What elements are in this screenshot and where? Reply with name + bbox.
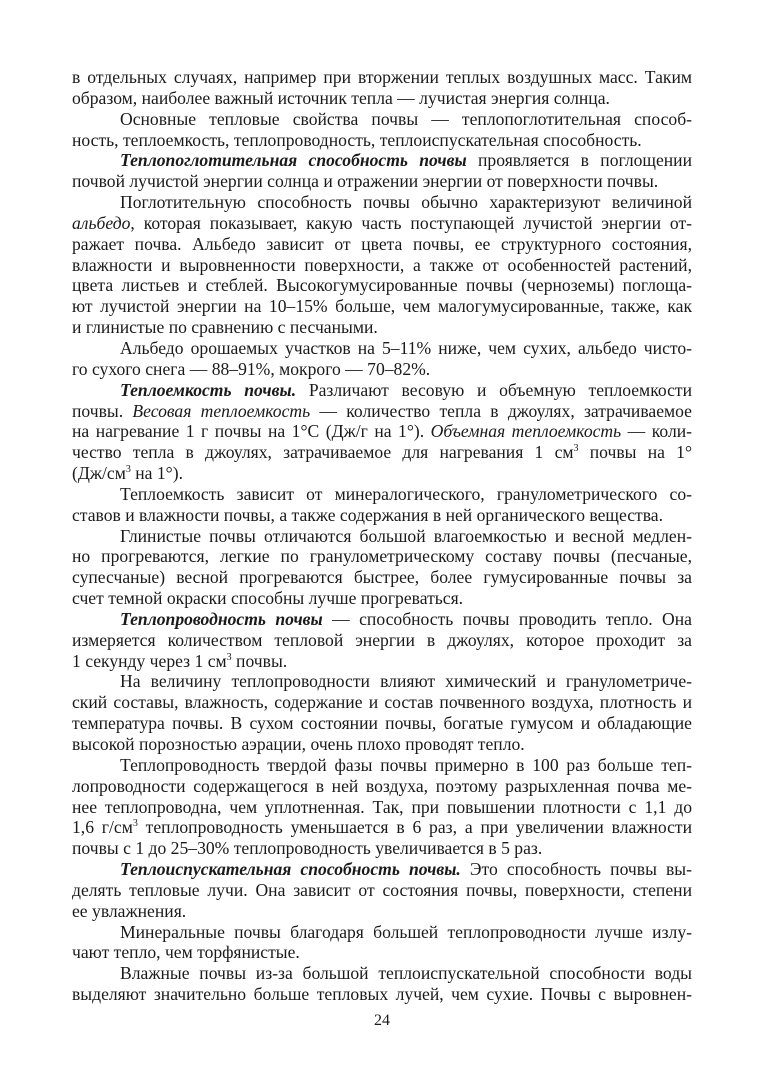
text-line bbox=[72, 234, 692, 255]
text-line bbox=[72, 838, 692, 859]
text-run: влажности и выровненности поверхности, а также от особенностей растений, bbox=[72, 254, 692, 275]
text-line bbox=[72, 213, 692, 234]
text-line bbox=[72, 359, 692, 380]
text-line bbox=[72, 150, 692, 171]
text-line bbox=[72, 963, 692, 984]
text-line bbox=[72, 797, 692, 818]
text-line bbox=[72, 401, 692, 422]
paragraph bbox=[72, 150, 692, 192]
term-heading: Теплоемкость почвы. bbox=[120, 379, 297, 400]
text-run: Это способность почвы вы- bbox=[460, 859, 692, 880]
text-run: выделяют значительно больше тепловых лучей, чем сухие. Почвы с выровнен- bbox=[72, 984, 692, 1005]
superscript: 3 bbox=[226, 651, 232, 663]
text-line bbox=[72, 817, 692, 838]
text-run: супесчаные) весной прогреваются быстрее, более гумусированные почвы за bbox=[72, 567, 692, 588]
paragraph bbox=[72, 609, 692, 672]
text-run: Основные тепловые свойства почвы — теплопоглотительная способ- bbox=[120, 108, 692, 129]
paragraph bbox=[72, 109, 692, 151]
text-line bbox=[72, 338, 692, 359]
text-run: Альбедо орошаемых участков на 5–11% ниже, чем сухих, альбедо чисто- bbox=[120, 337, 692, 358]
term-italic: Объемная теплоемкость bbox=[430, 421, 622, 442]
paragraph bbox=[72, 192, 692, 338]
paragraph bbox=[72, 755, 692, 859]
paragraph bbox=[72, 859, 692, 922]
text-run: чество тепла в джоулях, затрачиваемое для нагревания 1 см bbox=[72, 442, 574, 463]
text-line bbox=[72, 692, 692, 713]
text-line bbox=[72, 67, 692, 88]
text-line bbox=[72, 901, 692, 922]
text-run: делять тепловые лучи. Она зависит от состояния почвы, поверхности, степени bbox=[72, 879, 692, 900]
text-line bbox=[72, 588, 692, 609]
text-run: и глинистые по сравнению с песчаными. bbox=[72, 317, 378, 338]
text-line bbox=[72, 651, 692, 672]
text-run: образом, наиболее важный источник тепла — лучистая энергия солнца. bbox=[72, 87, 610, 108]
text-run: почвы. bbox=[231, 650, 288, 671]
text-run: Минеральные почвы благодаря большей теплопроводности лучше излу- bbox=[120, 921, 692, 942]
superscript: 3 bbox=[132, 818, 138, 830]
text-run: — коли- bbox=[621, 421, 692, 442]
text-line bbox=[72, 255, 692, 276]
paragraph bbox=[72, 380, 692, 484]
text-run: температура почвы. В сухом состоянии почвы, богатые гумусом и обладающие bbox=[72, 713, 692, 734]
text-run: нее теплопроводна, чем уплотненная. Так, при повышении плотности с 1,1 до bbox=[72, 796, 692, 817]
text-run: ставов и влажности почвы, а также содержания в ней органического вещества. bbox=[72, 504, 663, 525]
paragraph bbox=[72, 922, 692, 964]
text-run: ность, теплоемкость, теплопроводность, теплоиспускательная способность. bbox=[72, 129, 642, 150]
text-run: лопроводности содержащегося в ней воздуха, поэтому разрыхленная почва ме- bbox=[72, 775, 692, 796]
text-line bbox=[72, 630, 692, 651]
text-run: на нагревание 1 г почвы на 1°С (Дж/г на 1°). bbox=[72, 421, 431, 442]
superscript: 3 bbox=[125, 464, 131, 476]
text-run: Поглотительную способность почвы обычно характеризуют величиной bbox=[120, 192, 692, 213]
text-run: 1 секунду через 1 см bbox=[72, 650, 227, 671]
text-run: ют лучистой энергии на 10–15% больше, чем малогумусированные, также, как bbox=[72, 296, 692, 317]
text-line bbox=[72, 734, 692, 755]
text-run: цвета листьев и стеблей. Высокогумусированные почвы (черноземы) поглоща- bbox=[72, 275, 692, 296]
text-line bbox=[72, 567, 692, 588]
paragraph bbox=[72, 526, 692, 609]
text-run: почвы. bbox=[72, 400, 133, 421]
text-line bbox=[72, 755, 692, 776]
term-italic: альбедо bbox=[72, 212, 131, 233]
text-line bbox=[72, 130, 692, 151]
text-run: Теплоемкость зависит от минералогического, гранулометрического со- bbox=[120, 483, 692, 504]
text-line bbox=[72, 317, 692, 338]
page-number: 24 bbox=[374, 1012, 390, 1029]
text-run: Различают весовую и объемную теплоемкости bbox=[296, 379, 692, 400]
text-run: Теплопроводность твердой фазы почвы примерно в 100 раз больше теп- bbox=[120, 754, 692, 775]
text-run: почвой лучистой энергии солнца и отражении энергии от поверхности почвы. bbox=[72, 171, 659, 192]
text-run: — количество тепла в джоулях, затрачиваемое bbox=[310, 400, 692, 421]
text-run: (Дж/см bbox=[72, 463, 126, 484]
text-line bbox=[72, 109, 692, 130]
text-run: 1,6 г/см bbox=[72, 817, 133, 838]
text-line bbox=[72, 380, 692, 401]
text-run: измеряется количеством тепловой энергии в джоулях, которое проходит за bbox=[72, 629, 692, 650]
text-run: На величину теплопроводности влияют химический и гранулометриче- bbox=[120, 671, 692, 692]
term-italic: Весовая теплоемкость bbox=[132, 400, 311, 421]
term-heading: Теплопоглотительная способность почвы bbox=[120, 150, 467, 171]
page-body bbox=[72, 67, 692, 1005]
text-line bbox=[72, 171, 692, 192]
paragraph bbox=[72, 338, 692, 380]
text-run: почвы с 1 до 25–30% теплопроводность увеличивается в 5 раз. bbox=[72, 838, 543, 859]
text-line bbox=[72, 526, 692, 547]
text-run: теплопроводность уменьшается в 6 раз, а при увеличении влажности bbox=[137, 817, 693, 838]
text-line bbox=[72, 546, 692, 567]
paragraph bbox=[72, 67, 692, 109]
text-run: почвы на 1° bbox=[578, 442, 692, 463]
text-run: го сухого снега — 88–91%, мокрого — 70–82%. bbox=[72, 358, 431, 379]
text-line bbox=[72, 609, 692, 630]
text-run: ее увлажнения. bbox=[72, 900, 187, 921]
term-heading: Теплопроводность почвы bbox=[120, 608, 323, 629]
text-line bbox=[72, 942, 692, 963]
text-line bbox=[72, 922, 692, 943]
text-run: ражает почва. Альбедо зависит от цвета почвы, ее структурного состояния, bbox=[72, 233, 692, 254]
paragraph bbox=[72, 963, 692, 1005]
text-run: чают тепло, чем торфянистые. bbox=[72, 942, 300, 963]
text-line bbox=[72, 880, 692, 901]
text-run: высокой порозностью аэрации, очень плохо проводят тепло. bbox=[72, 734, 525, 754]
paragraph bbox=[72, 671, 692, 754]
text-line bbox=[72, 88, 692, 109]
text-line bbox=[72, 671, 692, 692]
text-run: Влажные почвы из-за большой теплоиспускательной способности воды bbox=[120, 963, 692, 984]
text-line bbox=[72, 296, 692, 317]
text-run: в отдельных случаях, например при вторжении теплых воздушных масс. Таким bbox=[72, 67, 692, 87]
text-line bbox=[72, 776, 692, 797]
text-line bbox=[72, 859, 692, 880]
paragraph bbox=[72, 484, 692, 526]
text-line bbox=[72, 484, 692, 505]
text-line bbox=[72, 463, 692, 484]
term-heading: Теплоиспускательная способность почвы. bbox=[120, 859, 461, 880]
text-run: Глинистые почвы отличаются большой влагоемкостью и весной медлен- bbox=[120, 525, 692, 546]
text-line bbox=[72, 192, 692, 213]
text-run: — способность почвы проводить тепло. Она bbox=[322, 608, 692, 629]
text-line bbox=[72, 713, 692, 734]
superscript: 3 bbox=[573, 443, 579, 455]
text-line bbox=[72, 442, 692, 463]
text-run: проявляется в поглощении bbox=[466, 150, 693, 171]
text-run: ский составы, влажность, содержание и состав почвенного воздуха, плотность и bbox=[72, 692, 692, 713]
text-run: , которая показывает, какую часть поступающей лучистой энергии от- bbox=[130, 212, 692, 233]
text-run: счет темной окраски способны лучше прогреваться. bbox=[72, 588, 464, 609]
text-run: на 1°). bbox=[130, 463, 183, 484]
text-line bbox=[72, 275, 692, 296]
text-run: но прогреваются, легкие по гранулометрическому составу почвы (песчаные, bbox=[72, 546, 692, 567]
text-line bbox=[72, 505, 692, 526]
text-line bbox=[72, 984, 692, 1005]
text-line bbox=[72, 421, 692, 442]
